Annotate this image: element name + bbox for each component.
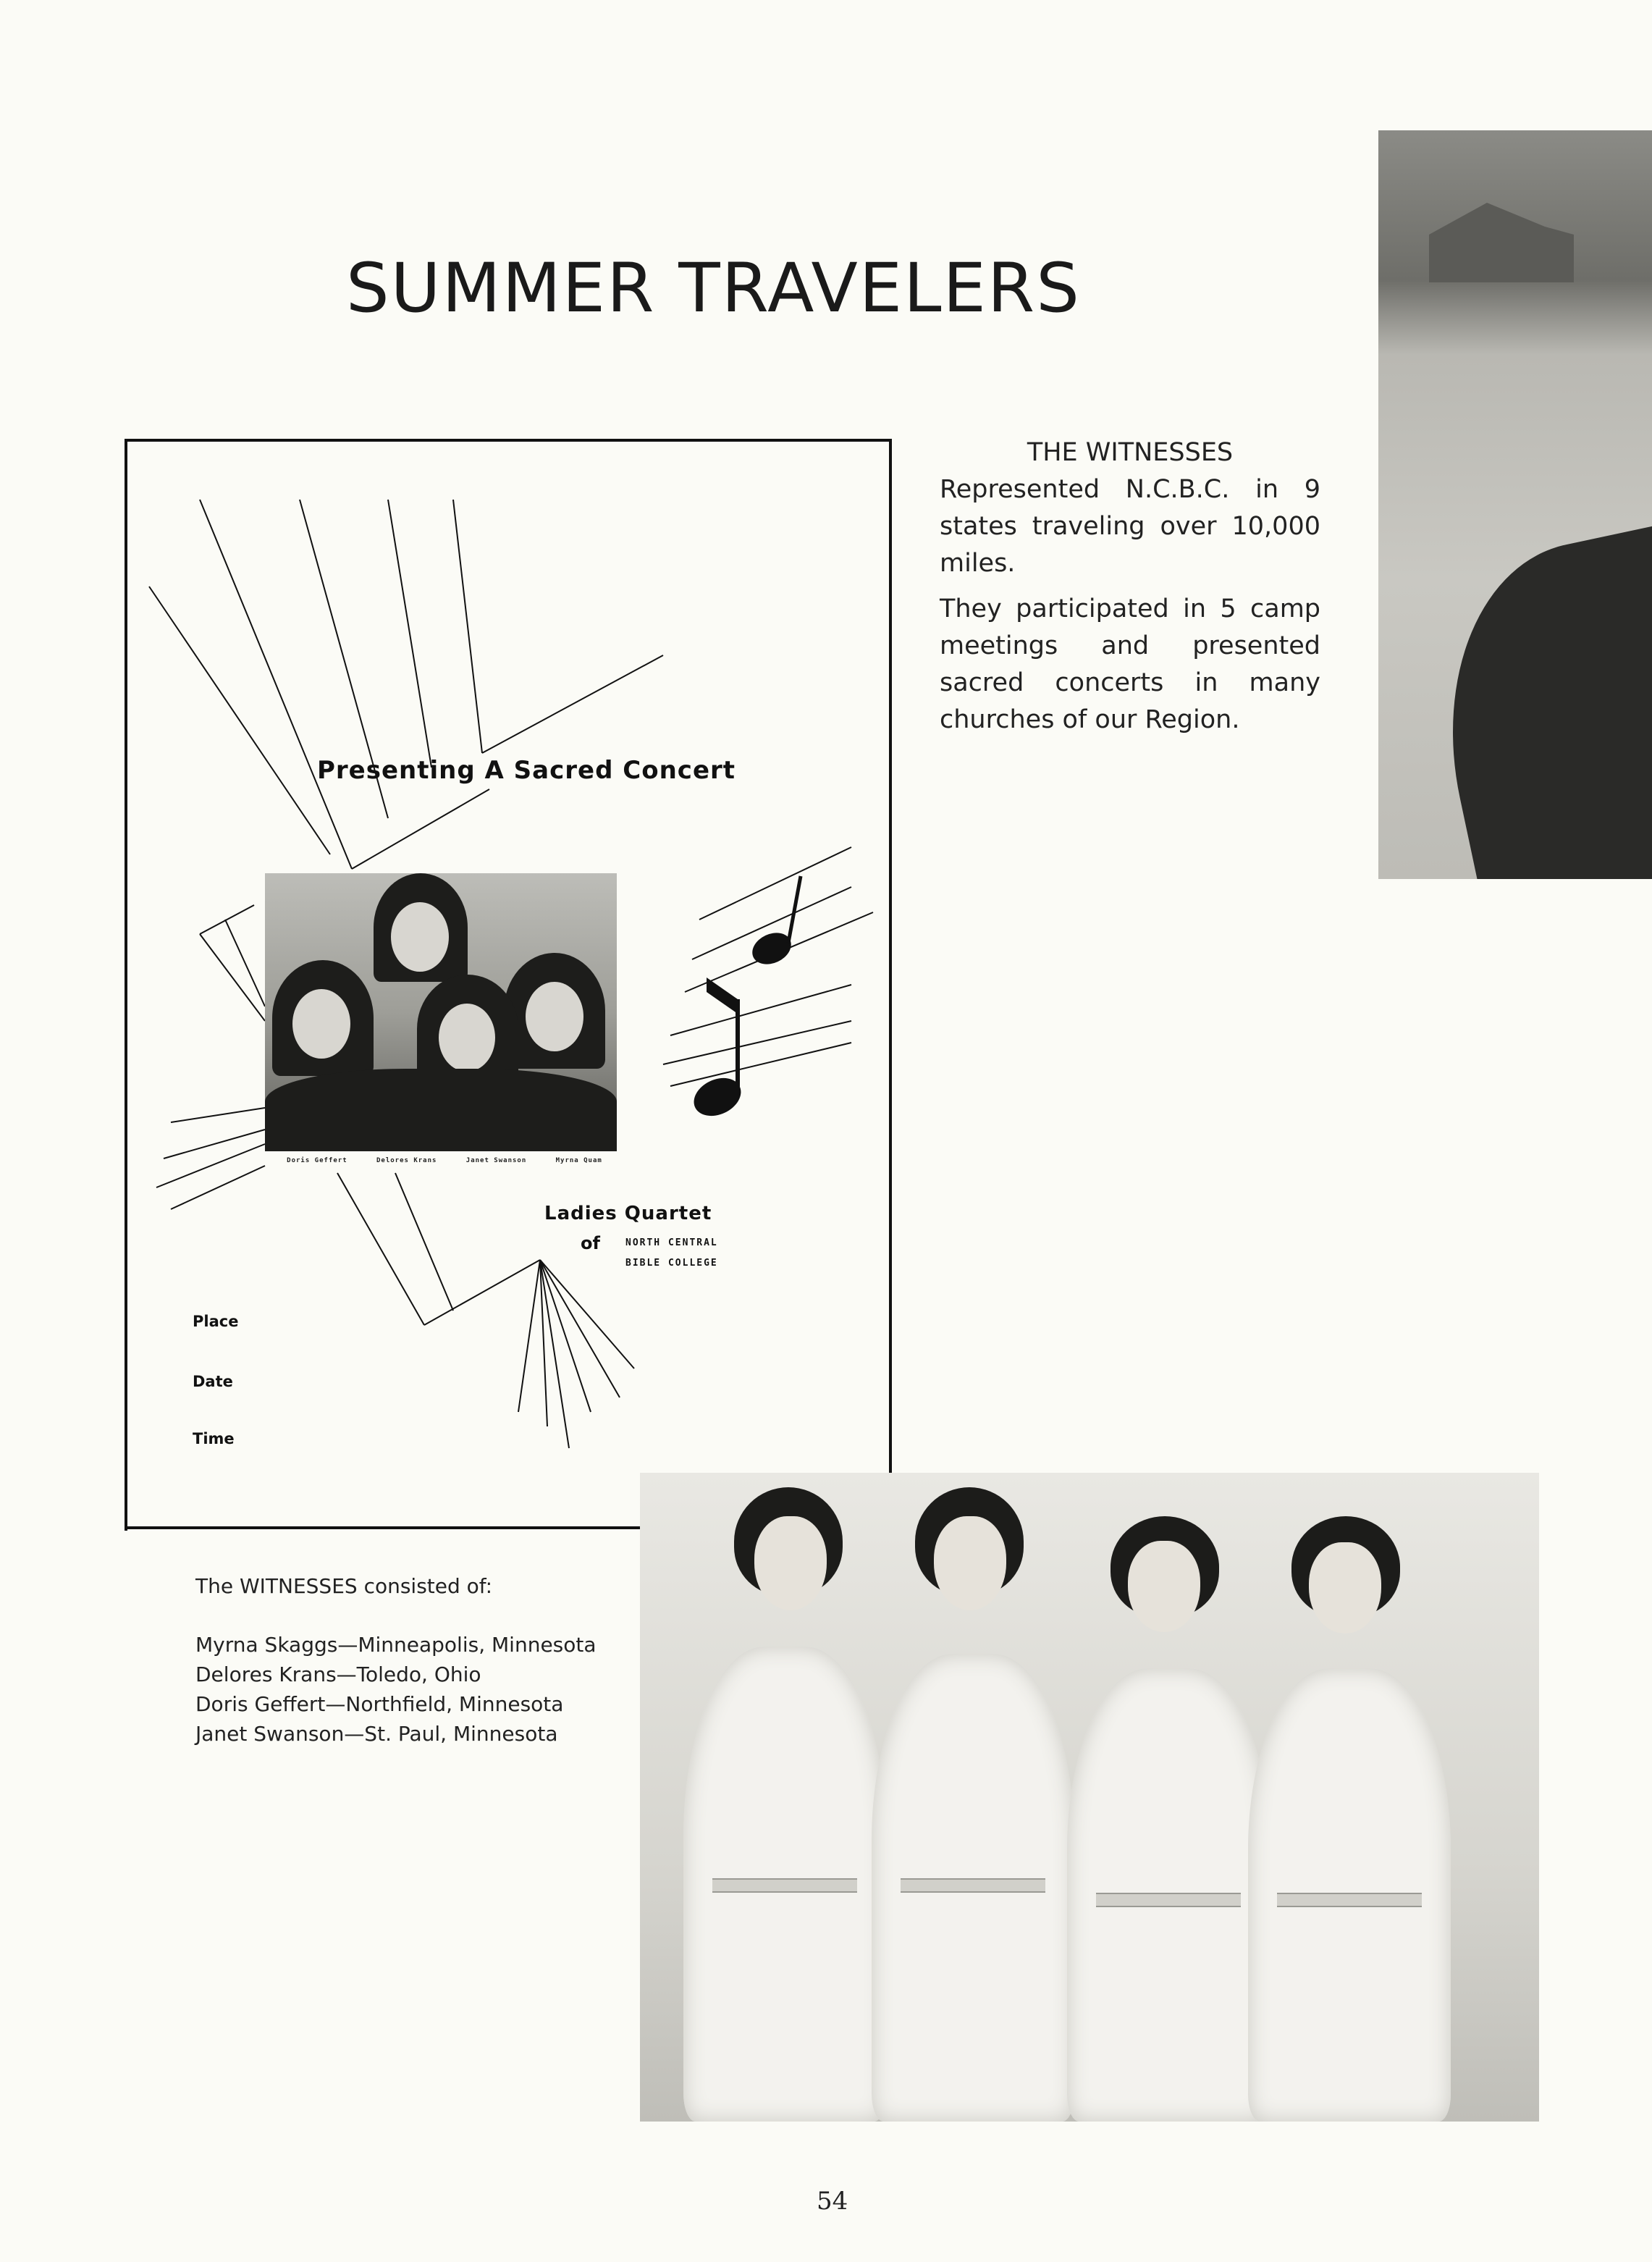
page-title: SUMMER TRAVELERS: [346, 249, 1081, 328]
time-label: Time: [193, 1430, 235, 1447]
house-silhouette: [1429, 203, 1574, 282]
witnesses-group-photo: [640, 1473, 1539, 2122]
witnesses-paragraph-1: Represented N.C.B.C. in 9 states traveling over 10,000 miles.: [940, 475, 1320, 578]
member-line: Delores Krans—Toledo, Ohio: [195, 1662, 481, 1686]
quartet-name: Myrna Quam: [555, 1157, 602, 1164]
of-text: of: [581, 1233, 600, 1253]
page-number: 54: [817, 2187, 848, 2216]
presenting-concert-text: Presenting A Sacred Concert: [317, 756, 736, 785]
member-line: Janet Swanson—St. Paul, Minnesota: [195, 1722, 558, 1746]
college-line-2: BIBLE COLLEGE: [625, 1258, 718, 1269]
quartet-photo-caption: [272, 1157, 617, 1164]
ladies-quartet-text: Ladies Quartet: [544, 1203, 712, 1224]
program-frame-bottom-border: [125, 1526, 641, 1529]
music-notes: [688, 876, 801, 1123]
quartet-name: Janet Swanson: [465, 1157, 527, 1164]
place-label: Place: [193, 1313, 239, 1330]
member-line: Myrna Skaggs—Minneapolis, Minnesota: [195, 1633, 597, 1657]
member-line: Doris Geffert—Northfield, Minnesota: [195, 1692, 564, 1716]
witnesses-description: [940, 434, 1320, 747]
witnesses-heading: THE WITNESSES: [1027, 438, 1234, 467]
dark-foreground-shape: [1413, 523, 1652, 879]
date-label: Date: [193, 1373, 233, 1390]
quartet-name: Delores Krans: [376, 1157, 437, 1164]
members-intro: The WITNESSES consisted of:: [195, 1574, 493, 1598]
quartet-portrait-photo: [265, 873, 617, 1151]
landscape-photo: [1378, 130, 1652, 879]
college-line-1: NORTH CENTRAL: [625, 1237, 718, 1248]
quartet-name: Doris Geffert: [287, 1157, 347, 1164]
witnesses-paragraph-2: They participated in 5 camp meetings and presented sacred concerts in many churches of our Region.: [940, 594, 1320, 734]
group-photo-person: [1234, 1473, 1465, 2122]
members-list-block: [195, 1571, 601, 1749]
